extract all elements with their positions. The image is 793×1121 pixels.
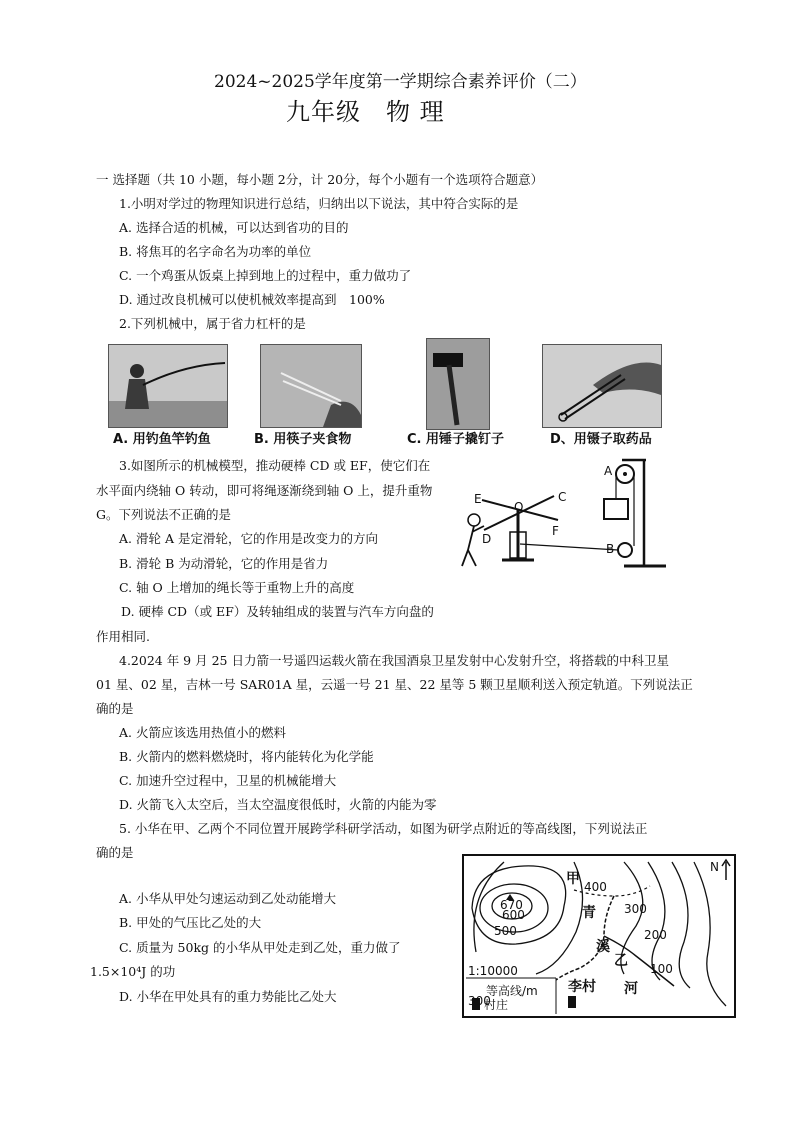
q5-option-c-line1: C. 质量为 50kg 的小华从甲处走到乙处，重力做了 <box>119 940 401 955</box>
contour-100: 100 <box>650 962 673 976</box>
contour-map <box>462 854 736 1018</box>
q2-caption-c: C. 用锤子撬钉子 <box>407 432 505 447</box>
peak-elevation: 670 <box>500 898 523 912</box>
q4-option-b: B. 火箭内的燃料燃烧时，将内能转化为化学能 <box>119 749 374 764</box>
q4-option-a: A. 火箭应该选用热值小的燃料 <box>119 725 286 740</box>
label-d: D <box>482 532 492 546</box>
q3-option-b: B. 滑轮 B 为动滑轮，它的作用是省力 <box>119 556 329 571</box>
tweezers-image <box>542 344 662 428</box>
q4-stem-line3: 确的是 <box>96 701 134 716</box>
label-pulley-a: A <box>604 464 613 478</box>
contour-500: 500 <box>494 924 517 938</box>
q3-option-a: A. 滑轮 A 是定滑轮，它的作用是改变力的方向 <box>119 531 378 546</box>
q1-option-c: C. 一个鸡蛋从饭桌上掉到地上的过程中，重力做功了 <box>119 268 412 283</box>
q5-option-a: A. 小华从甲处匀速运动到乙处动能增大 <box>119 891 336 906</box>
q1-option-a: A. 选择合适的机械，可以达到省功的目的 <box>119 220 349 235</box>
q2-caption-a: A. 用钓鱼竿钓鱼 <box>113 432 211 447</box>
q2-caption-b: B. 用筷子夹食物 <box>254 432 352 447</box>
q4-option-d: D. 火箭飞入太空后，当太空温度很低时，火箭的内能为零 <box>119 797 437 812</box>
q2-caption-d: D、用镊子取药品 <box>550 432 652 447</box>
q3-option-c: C. 轴 O 上增加的绳长等于重物上升的高度 <box>119 580 355 595</box>
river-label-qing: 青 <box>582 905 596 921</box>
label-f: F <box>552 524 559 538</box>
contour-300-legend: 300 <box>468 994 491 1008</box>
q1-option-d: D. 通过改良机械可以使机械效率提高到 100% <box>119 292 385 307</box>
pulley-machine-diagram <box>436 454 672 572</box>
q4-option-c: C. 加速升空过程中，卫星的机械能增大 <box>119 773 337 788</box>
fishing-rod-image <box>108 344 228 428</box>
q3-option-d-line1: D. 硬棒 CD（或 EF）及转轴组成的装置与汽车方向盘的 <box>121 604 434 619</box>
q3-stem-line1: 3.如图所示的机械模型，推动硬棒 CD 或 EF，使它们在 <box>119 458 431 473</box>
label-o: O <box>514 500 524 514</box>
location-yi: 乙 <box>614 953 628 969</box>
village-legend: 村庄 <box>484 998 509 1012</box>
contour-legend: 等高线/m <box>486 984 538 998</box>
q2-stem: 2.下列机械中，属于省力杠杆的是 <box>119 316 306 331</box>
label-c: C <box>558 490 567 504</box>
q3-stem-line2: 水平面内绕轴 O 转动，即可将绳逐渐绕到轴 O 上，提升重物 <box>96 483 433 498</box>
section-heading: 一 选择题（共 10 小题，每小题 2分，计 20分，每个小题有一个选项符合题意） <box>96 172 544 187</box>
river-label-he: 河 <box>624 981 638 997</box>
q1-stem: 1.小明对学过的物理知识进行总结，归纳出以下说法，其中符合实际的是 <box>119 196 519 211</box>
q5-stem-line2: 确的是 <box>96 845 134 860</box>
q3-option-d-line2: 作用相同. <box>96 629 150 644</box>
q5-option-d: D. 小华在甲处具有的重力势能比乙处大 <box>119 989 337 1004</box>
village-lichun-label: 李村 <box>568 979 596 995</box>
q5-stem-line1: 5. 小华在甲、乙两个不同位置开展跨学科研学活动，如图为研学点附近的等高线图，下列说法正 <box>119 821 648 836</box>
q1-option-b: B. 将焦耳的名字命名为功率的单位 <box>119 244 312 259</box>
q3-stem-line3: G。下列说法不正确的是 <box>96 507 231 522</box>
q5-option-c-line2: 1.5×10⁴J 的功 <box>90 964 176 979</box>
label-e: E <box>474 492 482 506</box>
contour-300: 300 <box>624 902 647 916</box>
q4-stem-line1: 4.2024 年 9 月 25 日力箭一号遥四运载火箭在我国酒泉卫星发射中心发射升空，将搭载的中科卫星 <box>119 653 669 668</box>
label-pulley-b: B <box>606 542 615 556</box>
location-jia: 甲 <box>566 871 580 887</box>
q4-stem-line2: 01 星、02 星，吉林一号 SAR01A 星，云遥一号 21 星、22 星等 5 颗卫星顺利送入预定轨道。下列说法正 <box>96 677 693 692</box>
map-scale: 1:10000 <box>468 964 518 978</box>
hammer-image <box>426 338 490 430</box>
chopsticks-image <box>260 344 362 428</box>
contour-600: 600 <box>502 908 525 922</box>
river-label-xi: 溪 <box>596 939 610 955</box>
north-label: N <box>710 860 719 874</box>
contour-200: 200 <box>644 928 667 942</box>
subject-title: 九年级 物 理 <box>286 98 445 126</box>
exam-title: 2024~2025学年度第一学期综合素养评价（二） <box>214 72 587 92</box>
q5-option-b: B. 甲处的气压比乙处的大 <box>119 915 262 930</box>
contour-400: 400 <box>584 880 607 894</box>
